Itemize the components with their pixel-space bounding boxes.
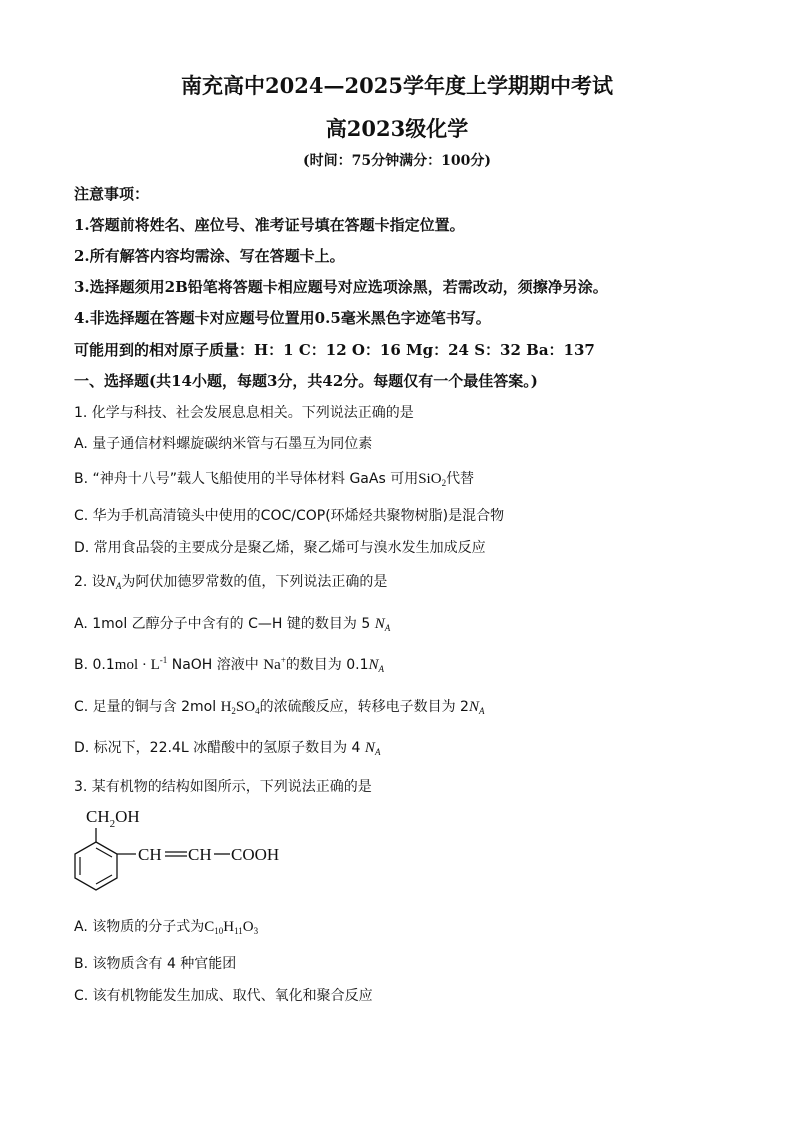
formula-part: H bbox=[223, 919, 235, 935]
q1-option-b-formula bbox=[418, 471, 446, 487]
na-sub: A bbox=[374, 747, 381, 757]
notice-item-1: 1.答题前将姓名、座位号、准考证号填在答题卡指定位置。 bbox=[74, 216, 465, 234]
exam-time-info: (时间：75分钟满分：100分) bbox=[303, 153, 491, 169]
structure-chain-ch1: CH bbox=[138, 845, 162, 864]
q2-stem-post: 为阿伏加德罗常数的值，下列说法正确的是 bbox=[121, 574, 388, 590]
benzene-ring bbox=[75, 842, 117, 890]
q1-option-c: C. 华为手机高清镜头中使用的COC/COP(环烯烃共聚物树脂)是混合物 bbox=[74, 508, 505, 524]
na-sub: A bbox=[378, 664, 385, 674]
q1-option-b-post: 代替 bbox=[446, 471, 475, 487]
notice-heading: 注意事项： bbox=[74, 185, 150, 203]
q1-stem: 1. 化学与科技、社会发展息息相关。下列说法正确的是 bbox=[74, 405, 414, 421]
na-letter: N bbox=[364, 740, 375, 756]
unit-text: mol · L bbox=[114, 657, 160, 673]
na-sub: A bbox=[478, 706, 485, 716]
avogadro-symbol bbox=[469, 699, 485, 715]
formula-part: O bbox=[242, 919, 254, 935]
na-letter: N bbox=[468, 699, 479, 715]
q2-b-post: 的数目为 0.1 bbox=[285, 657, 369, 673]
structure-top-group bbox=[86, 807, 140, 830]
formula-sub: 2 bbox=[441, 478, 447, 488]
q2-option-b bbox=[74, 654, 384, 674]
notice-item-2: 2.所有解答内容均需涂、写在答题卡上。 bbox=[74, 247, 345, 265]
q2-option-d bbox=[74, 737, 380, 757]
na-sub: A bbox=[384, 623, 391, 633]
top-group-ch: CH bbox=[86, 807, 110, 826]
q2-a-text: A. 1mol 乙醇分子中含有的 C—H 键的数目为 5 bbox=[74, 616, 371, 632]
structure-chain-ch2: CH bbox=[188, 845, 212, 864]
notice-item-3: 3.选择题须用2B铅笔将答题卡相应题号对应选项涂黑，若需改动，须擦净另涂。 bbox=[74, 278, 608, 296]
unit-sup: -1 bbox=[159, 655, 168, 665]
na-ion-sup: + bbox=[280, 655, 286, 665]
q2-stem bbox=[74, 571, 387, 591]
avogadro-symbol bbox=[365, 740, 381, 756]
formula-part: H bbox=[220, 699, 232, 715]
q2-b-mid: NaOH 溶液中 bbox=[167, 657, 264, 673]
q3-structure-diagram bbox=[72, 802, 312, 902]
formula-part: SO bbox=[235, 699, 256, 715]
formula-sub: 4 bbox=[255, 706, 260, 716]
q1-option-a: A. 量子通信材料螺旋碳纳米管与石墨互为同位素 bbox=[74, 436, 373, 452]
na-letter: N bbox=[374, 616, 385, 632]
q2-option-c bbox=[74, 696, 484, 716]
top-group-oh: OH bbox=[115, 807, 140, 826]
q1-option-b-pre: B. “神舟十八号”载人飞船使用的半导体材料 GaAs 可用 bbox=[74, 471, 419, 487]
exam-subtitle: 高2023级化学 bbox=[325, 116, 469, 141]
formula-sub: 2 bbox=[231, 706, 236, 716]
exam-title: 南充高中2024—2025学年度上学期期中考试 bbox=[181, 73, 613, 98]
sodium-ion bbox=[263, 657, 286, 673]
q2-stem-pre: 2. 设 bbox=[74, 574, 106, 590]
q3-option-b: B. 该物质含有 4 种官能团 bbox=[74, 956, 237, 972]
molecular-formula bbox=[204, 919, 258, 935]
q3-a-pre: A. 该物质的分子式为 bbox=[74, 919, 205, 935]
q3-option-c: C. 该有机物能发生加成、取代、氧化和聚合反应 bbox=[74, 988, 373, 1004]
q2-b-unit bbox=[115, 657, 168, 673]
avogadro-symbol bbox=[106, 574, 122, 590]
formula-sub: 11 bbox=[234, 926, 243, 936]
q2-c-post: 的浓硫酸反应，转移电子数目为 2 bbox=[259, 699, 469, 715]
q3-option-a bbox=[74, 916, 258, 936]
atomic-mass-line: 可能用到的相对原子质量：H：1 C：12 O：16 Mg：24 S：32 Ba：137 bbox=[74, 341, 595, 359]
notice-item-4: 4.非选择题在答题卡对应题号位置用0.5毫米黑色字迹笔书写。 bbox=[74, 309, 491, 327]
na-sub: A bbox=[115, 581, 122, 591]
q2-d-text: D. 标况下，22.4L 冰醋酸中的氢原子数目为 4 bbox=[74, 740, 361, 756]
formula-part: SiO bbox=[418, 471, 442, 487]
na-letter: N bbox=[368, 657, 379, 673]
q2-option-a bbox=[74, 613, 390, 633]
structure-chain-cooh: COOH bbox=[231, 845, 280, 864]
formula-sub: 3 bbox=[253, 926, 259, 936]
q1-option-b bbox=[74, 468, 474, 488]
formula-sub: 10 bbox=[214, 926, 224, 936]
q3-stem: 3. 某有机物的结构如图所示，下列说法正确的是 bbox=[74, 779, 372, 795]
na-letter: N bbox=[105, 574, 116, 590]
na-ion-text: Na bbox=[263, 657, 281, 673]
q2-c-pre: C. 足量的铜与含 2mol bbox=[74, 699, 221, 715]
q2-b-pre: B. 0.1 bbox=[74, 657, 115, 673]
avogadro-symbol bbox=[375, 616, 391, 632]
q1-option-d: D. 常用食品袋的主要成分是聚乙烯，聚乙烯可与溴水发生加成反应 bbox=[74, 540, 486, 556]
section-1-heading: 一、选择题(共14小题，每题3分，共42分。每题仅有一个最佳答案。) bbox=[74, 372, 538, 390]
top-group-sub: 2 bbox=[109, 818, 116, 830]
avogadro-symbol bbox=[369, 657, 385, 673]
sulfuric-acid-formula bbox=[221, 699, 260, 715]
formula-part: C bbox=[204, 919, 215, 935]
